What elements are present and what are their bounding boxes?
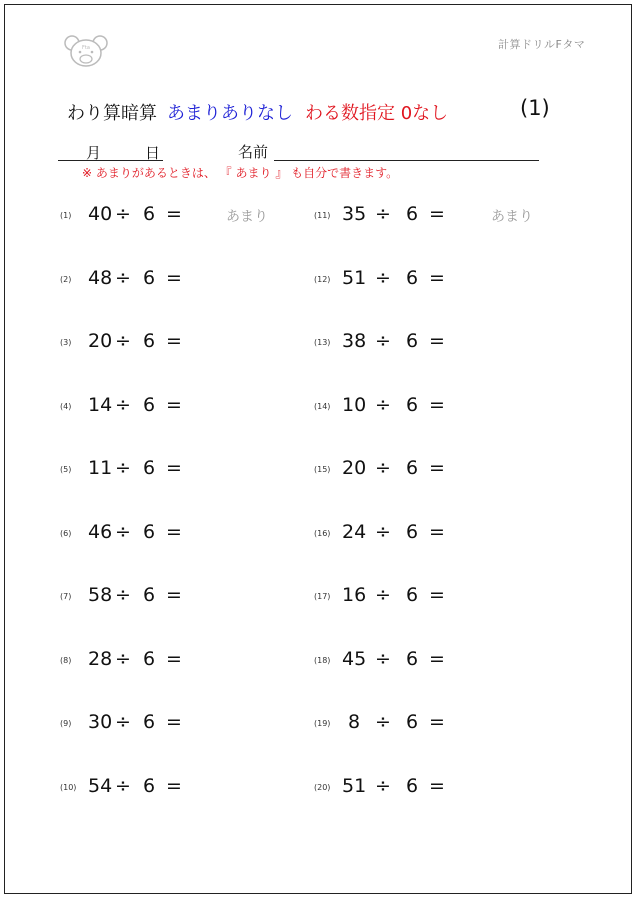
divide-sign: ÷ [375, 648, 391, 670]
problem-number: (5) [60, 465, 72, 474]
divide-sign: ÷ [375, 457, 391, 479]
equals-sign: = [166, 457, 182, 479]
divide-sign: ÷ [375, 330, 391, 352]
brand-label: 計算ドリルFタマ [498, 38, 586, 51]
day-label: 日 [145, 144, 161, 162]
problem-row [60, 330, 300, 356]
divisor: 6 [406, 521, 419, 543]
equals-sign: = [166, 711, 182, 733]
divide-sign: ÷ [115, 775, 131, 797]
equals-sign: = [166, 521, 182, 543]
problem-number: (19) [314, 719, 331, 728]
divide-sign: ÷ [115, 521, 131, 543]
remainder-hint: あまり [491, 209, 533, 225]
divide-sign: ÷ [375, 267, 391, 289]
problem-number: (13) [314, 338, 331, 347]
dividend: 14 [88, 394, 113, 416]
problem-row [60, 521, 300, 547]
problem-row [60, 203, 300, 229]
dividend: 8 [348, 711, 361, 733]
equals-sign: = [429, 775, 445, 797]
equals-sign: = [429, 584, 445, 606]
equals-sign: = [429, 394, 445, 416]
date-field[interactable] [58, 142, 163, 161]
dividend: 20 [342, 457, 367, 479]
divisor: 6 [143, 330, 156, 352]
title-blue: あまりありなし [167, 103, 293, 124]
bear-logo-icon [63, 34, 109, 68]
dividend: 54 [88, 775, 113, 797]
dividend: 11 [88, 457, 113, 479]
dividend: 40 [88, 203, 113, 225]
dividend: 38 [342, 330, 367, 352]
divide-sign: ÷ [115, 584, 131, 606]
divide-sign: ÷ [375, 584, 391, 606]
divisor: 6 [406, 711, 419, 733]
divide-sign: ÷ [115, 648, 131, 670]
problem-number: (7) [60, 592, 72, 601]
name-field[interactable] [274, 160, 539, 161]
problem-number: (6) [60, 529, 72, 538]
problem-number: (8) [60, 656, 72, 665]
divisor: 6 [406, 775, 419, 797]
divisor: 6 [406, 584, 419, 606]
title-red: わる数指定 0なし [305, 103, 449, 124]
problem-number: (3) [60, 338, 72, 347]
problem-row [314, 584, 554, 610]
problem-row [60, 457, 300, 483]
divide-sign: ÷ [375, 775, 391, 797]
problem-row [314, 394, 554, 420]
equals-sign: = [166, 584, 182, 606]
divisor: 6 [406, 457, 419, 479]
problem-number: (17) [314, 592, 331, 601]
problem-number: (10) [60, 783, 77, 792]
name-label: 名前 [238, 143, 269, 161]
equals-sign: = [429, 203, 445, 225]
divisor: 6 [143, 775, 156, 797]
divide-sign: ÷ [115, 267, 131, 289]
dividend: 30 [88, 711, 113, 733]
divisor: 6 [406, 648, 419, 670]
problem-number: (15) [314, 465, 331, 474]
divisor: 6 [143, 711, 156, 733]
problem-number: (9) [60, 719, 72, 728]
equals-sign: = [429, 330, 445, 352]
divisor: 6 [143, 584, 156, 606]
dividend: 51 [342, 775, 367, 797]
divisor: 6 [143, 457, 156, 479]
divide-sign: ÷ [375, 521, 391, 543]
dividend: 45 [342, 648, 367, 670]
logo-text: Fta [82, 45, 90, 51]
problem-row [60, 711, 300, 737]
equals-sign: = [166, 203, 182, 225]
equals-sign: = [429, 521, 445, 543]
problem-row [60, 267, 300, 293]
problem-row [60, 394, 300, 420]
dividend: 24 [342, 521, 367, 543]
divide-sign: ÷ [115, 394, 131, 416]
remainder-hint: あまり [226, 209, 268, 225]
divide-sign: ÷ [375, 394, 391, 416]
divisor: 6 [143, 267, 156, 289]
problem-row [314, 521, 554, 547]
problem-row [314, 775, 554, 801]
dividend: 51 [342, 267, 367, 289]
dividend: 28 [88, 648, 113, 670]
problem-number: (2) [60, 275, 72, 284]
equals-sign: = [429, 648, 445, 670]
worksheet-page [4, 4, 632, 894]
remainder-note: ※ あまりがあるときは、 『 あまり 』 も自分で書きます。 [82, 166, 399, 180]
divisor: 6 [143, 203, 156, 225]
dividend: 16 [342, 584, 367, 606]
sheet-number: (1) [520, 96, 550, 120]
worksheet-title [67, 99, 448, 125]
divide-sign: ÷ [115, 457, 131, 479]
problem-number: (1) [60, 211, 72, 220]
title-main: わり算暗算 [67, 103, 157, 124]
equals-sign: = [166, 267, 182, 289]
equals-sign: = [166, 394, 182, 416]
problem-row [314, 711, 554, 737]
problem-row [314, 267, 554, 293]
dividend: 48 [88, 267, 113, 289]
equals-sign: = [429, 457, 445, 479]
dividend: 20 [88, 330, 113, 352]
problem-number: (4) [60, 402, 72, 411]
problem-row [314, 648, 554, 674]
problem-row [60, 775, 300, 801]
problem-row [60, 584, 300, 610]
problem-number: (20) [314, 783, 331, 792]
problem-number: (14) [314, 402, 331, 411]
equals-sign: = [166, 330, 182, 352]
divisor: 6 [406, 267, 419, 289]
dividend: 58 [88, 584, 113, 606]
problem-number: (16) [314, 529, 331, 538]
month-label: 月 [86, 144, 102, 162]
equals-sign: = [429, 711, 445, 733]
problem-row [314, 330, 554, 356]
divide-sign: ÷ [115, 203, 131, 225]
equals-sign: = [429, 267, 445, 289]
equals-sign: = [166, 775, 182, 797]
equals-sign: = [166, 648, 182, 670]
divisor: 6 [143, 648, 156, 670]
dividend: 46 [88, 521, 113, 543]
divisor: 6 [143, 521, 156, 543]
divisor: 6 [406, 394, 419, 416]
divide-sign: ÷ [375, 203, 391, 225]
problem-number: (18) [314, 656, 331, 665]
divisor: 6 [406, 330, 419, 352]
divide-sign: ÷ [115, 330, 131, 352]
problem-number: (12) [314, 275, 331, 284]
divide-sign: ÷ [115, 711, 131, 733]
problem-row [314, 203, 554, 229]
problem-row [314, 457, 554, 483]
dividend: 35 [342, 203, 367, 225]
dividend: 10 [342, 394, 367, 416]
problem-row [60, 648, 300, 674]
divisor: 6 [406, 203, 419, 225]
problem-number: (11) [314, 211, 331, 220]
divisor: 6 [143, 394, 156, 416]
divide-sign: ÷ [375, 711, 391, 733]
